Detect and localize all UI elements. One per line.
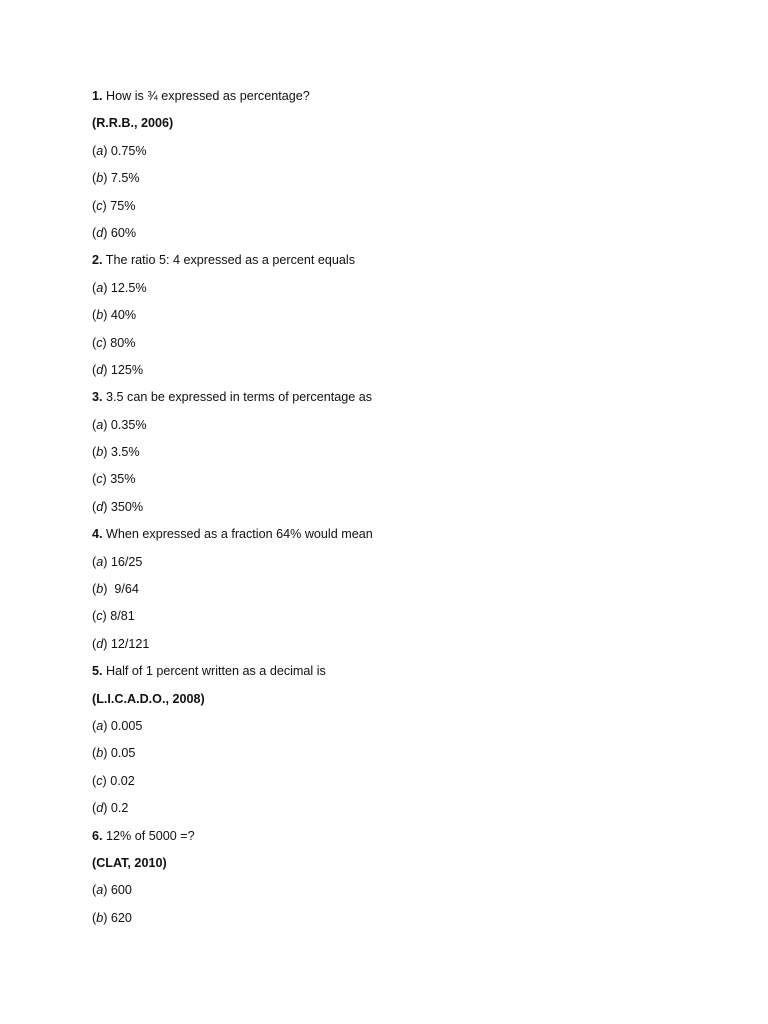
option-line: (b) 9/64	[92, 582, 139, 597]
option-text: 40%	[107, 308, 137, 323]
option-text: 60%	[107, 225, 137, 240]
option-line: (d) 350%	[92, 499, 144, 514]
question-number: 1.	[92, 89, 103, 103]
option-line: (a) 0.35%	[92, 417, 147, 432]
option-line: (d) 60%	[92, 225, 137, 240]
option-letter: b	[96, 445, 104, 460]
question-text: Half of 1 percent written as a decimal is	[102, 664, 326, 679]
option-text: 12.5%	[107, 280, 147, 295]
question-text: 12% of 5000 =?	[102, 828, 195, 843]
option-text: 0.35%	[107, 417, 147, 432]
option-letter: d	[96, 499, 104, 514]
option-line: (d) 12/121	[92, 636, 150, 651]
option-line: (a) 600	[92, 883, 132, 898]
question-line	[92, 387, 712, 414]
option-letter: b	[96, 746, 104, 761]
option-line: (c) 75%	[92, 198, 136, 213]
option-letter: a	[96, 883, 104, 898]
option-text: 8/81	[106, 609, 135, 624]
option-text: 0.2	[107, 801, 129, 816]
option-letter: c	[96, 609, 103, 624]
option-line: (a) 0.005	[92, 718, 143, 733]
option-letter: a	[96, 554, 104, 569]
question-text: The ratio 5: 4 expressed as a percent equals	[102, 253, 356, 268]
option-text: 0.005	[107, 718, 143, 733]
question-number: 5.	[92, 664, 103, 679]
option-letter: d	[96, 362, 104, 377]
question-number: 6.	[92, 828, 103, 843]
option-line: (b) 7.5%	[92, 171, 140, 186]
option-text: 80%	[106, 335, 136, 350]
option-letter: d	[96, 801, 104, 816]
option-text: 0.05	[107, 746, 136, 761]
option-text: 7.5%	[107, 171, 140, 186]
option-text: 3.5%	[107, 445, 140, 460]
question-line	[92, 661, 712, 688]
option-letter: b	[96, 171, 104, 186]
option-line: (b) 620	[92, 910, 132, 925]
question-number: 4.	[92, 527, 103, 542]
option-letter: b	[96, 308, 104, 323]
question-source: (L.I.C.A.D.O., 2008)	[92, 691, 205, 706]
option-text: 620	[107, 910, 132, 925]
option-letter: b	[96, 910, 104, 925]
option-text: 16/25	[107, 554, 143, 569]
option-letter: a	[96, 143, 104, 158]
question-source: (R.R.B., 2006)	[92, 116, 174, 131]
option-text: 35%	[106, 472, 136, 487]
option-text: 0.75%	[107, 143, 147, 158]
option-letter: c	[96, 335, 103, 350]
question-line	[92, 826, 712, 853]
option-line: (a) 12.5%	[92, 280, 147, 295]
option-text: 0.02	[106, 773, 135, 788]
question-line	[92, 524, 712, 551]
option-line: (d) 125%	[92, 362, 144, 377]
option-line: (b) 40%	[92, 308, 137, 323]
question-text: 3.5 can be expressed in terms of percentage as	[102, 390, 373, 405]
option-line: (a) 16/25	[92, 554, 143, 569]
option-letter: b	[96, 582, 104, 597]
option-letter: d	[96, 225, 104, 240]
option-line: (c) 35%	[92, 472, 136, 487]
option-line: (c) 80%	[92, 335, 136, 350]
option-letter: a	[96, 280, 104, 295]
option-letter: c	[96, 773, 103, 788]
option-line: (a) 0.75%	[92, 143, 147, 158]
document-page	[92, 86, 712, 935]
option-letter: d	[96, 636, 104, 651]
option-text: 350%	[107, 499, 144, 514]
option-line: (d) 0.2	[92, 801, 129, 816]
question-number: 2.	[92, 253, 103, 268]
option-line: (b) 3.5%	[92, 445, 140, 460]
option-letter: c	[96, 472, 103, 487]
option-line: (c) 0.02	[92, 773, 135, 788]
option-text: 600	[107, 883, 132, 898]
question-source: (CLAT, 2010)	[92, 855, 167, 870]
option-text: 75%	[106, 198, 136, 213]
option-letter: c	[96, 198, 103, 213]
option-text: 12/121	[107, 636, 150, 651]
question-line	[92, 86, 712, 113]
question-number: 3.	[92, 390, 103, 405]
question-text: When expressed as a fraction 64% would mean	[102, 527, 373, 542]
option-text: 9/64	[107, 582, 139, 597]
question-line	[92, 250, 712, 277]
option-line: (c) 8/81	[92, 609, 135, 624]
option-line: (b) 0.05	[92, 746, 136, 761]
question-text: How is ¾ expressed as percentage?	[102, 89, 310, 103]
option-text: 125%	[107, 362, 144, 377]
option-letter: a	[96, 417, 104, 432]
option-letter: a	[96, 718, 104, 733]
